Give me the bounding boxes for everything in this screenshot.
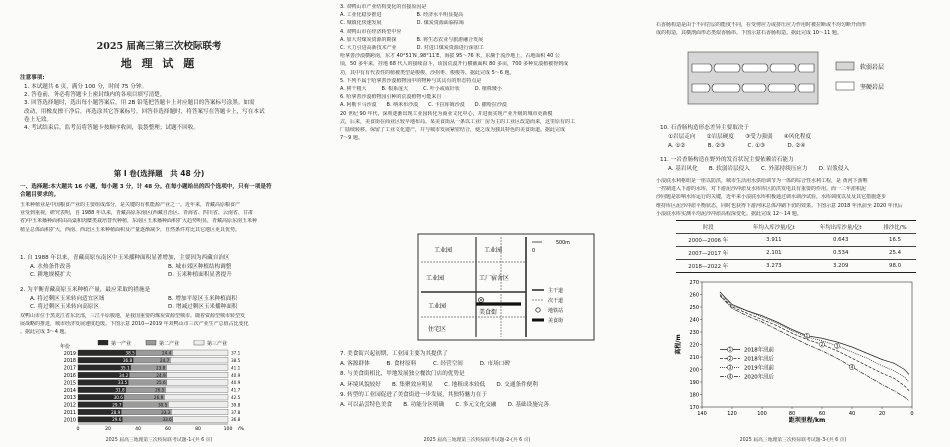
x-tick-label: 80: [195, 427, 201, 430]
table-cell: 25.4: [874, 247, 916, 260]
y-tick-label: 270: [689, 279, 699, 286]
question-line: 功，其中有有代表性的植被类型是梭梭、沙拐枣、梭梭等。据此完成 5～6 题。: [340, 69, 515, 76]
legend-label: 2018年汛前: [744, 347, 774, 354]
data-label: 37.1: [231, 350, 241, 356]
category-label: 2013: [63, 396, 76, 402]
legend-label: 第三产业: [207, 341, 228, 347]
bar-segment: [170, 357, 228, 363]
x-tick-label: 40: [135, 427, 141, 430]
category-label: 2012: [63, 403, 76, 409]
map-label-industrial-park: 工业园: [426, 275, 445, 282]
data-label: 29.6: [112, 417, 122, 423]
data-label: 28.9: [111, 409, 121, 415]
passage-line: 维持库区泥沙冲淤平衡状态，同时也获得下游河床总体冲刷下切的效果。下图示意 2018 年汛前至 2020 年汛后: [656, 202, 903, 209]
question-line: A. 客源群体 B. 食材原料 C. 经营空间 D. 市场口碑: [340, 361, 510, 368]
data-label: 33.3: [160, 409, 171, 415]
data-label: 37.8: [231, 409, 241, 415]
bar-segment: [167, 372, 228, 378]
table-cell: 3.209: [807, 260, 874, 273]
category-label: 2011: [63, 411, 76, 416]
notice-line: 4. 考试结束后，监考员将答题卡按顺序收回，装袋整理；试题不回收。: [24, 125, 199, 131]
x-tick-label: 20: [878, 411, 886, 417]
passage-1-line: 业受到重视，研究表明，自 1988 年以来，青藏高原东南区(西藏自治区、青海省、四川省、云南省、甘肃: [20, 210, 253, 217]
map-label-industrial-park: 工业园: [428, 303, 447, 310]
question-1-option: C. 耕地规模扩大: [30, 272, 72, 279]
question-line: 式，后来，美食街在商业区较早地布局。某美食街从一条以工业厂房为主的工业区改造而来，这里原有的工: [340, 118, 576, 125]
x-axis-label: /%: [238, 427, 244, 430]
exam-subtitle: 地 理 试 题: [120, 57, 198, 70]
table-cell: 3.911: [740, 234, 807, 247]
question-1-option: B. 城市郊区种植结构调整: [168, 264, 232, 270]
question-line: 9. 转型的工业园促进了美食街进一步发展，其独特魅力在于: [340, 391, 487, 398]
scale-label-end: 500m: [556, 241, 570, 246]
passage-1-line: 玉米种植业是中国粮食产业的主要组成部分，是关键的有机能源产业之一。近年来，青藏高原粮食产: [20, 202, 241, 208]
map-label-food-street: 美食街: [479, 309, 498, 316]
table-cell: 16.5: [874, 234, 916, 247]
notice-line: 卷上无效。: [24, 116, 52, 123]
question-1: 1. 自 1988 年以来，青藏高原东南区中玉米播种面积显著增加，主要因为西藏自治区: [20, 255, 230, 261]
legend-metro-swatch: [536, 308, 540, 312]
table-cell: 0.643: [807, 234, 874, 247]
question-line: 哈拿善沙漠横跨南，东才 40°51′N ,98°11′E，海拔 95～76 米，东濒于流沙地上，占地面积 40 公: [340, 53, 560, 60]
series-marker-label: 4: [850, 364, 854, 370]
legend-secondary-road: 次干道: [548, 298, 564, 304]
intro-line: 石香肠构造是由于不同岩层的能度不同，在受剪应力或挤压应力作用时被拉断或不均匀断开而形: [656, 22, 867, 28]
boudinage-diagram: [686, 46, 916, 116]
passage-line: 小浪底水库实测平均泥沙冲淤高程深变化。据此完成 12～14 题。: [656, 210, 802, 217]
question-line: A. 阿勒卡马沙漠 B. 纳米布沙漠 C. 卡拉库姆沙漠 D. 撒哈拉沙漠: [340, 102, 507, 109]
data-label: 24.7: [159, 358, 170, 363]
question-11: 11. 一岩香肠构造在野外的发育状况主要依赖岩石能力: [660, 157, 794, 163]
question-2-option: C. 将过剩区玉米转向高原区: [30, 304, 99, 311]
map-label-factory-dormitory: 工厂宿舍区: [479, 275, 510, 282]
map-label-industrial-park: 工业园: [434, 247, 453, 254]
data-label: 33.6: [162, 417, 172, 423]
question-intro-line: 一、选择题:本大题共 16 小题，每小题 3 分，计 48 分。在每小题给出的四个选项中，只有一项是符: [20, 184, 272, 190]
question-10: 10. 石香肠构造形态差异主要取决于: [660, 125, 749, 131]
exam-page-3: [636, 0, 950, 447]
table-row: [676, 247, 916, 260]
bar-segment: [171, 409, 228, 415]
x-tick-label: 20: [105, 427, 111, 430]
data-label: 40.9: [231, 372, 241, 378]
y-tick-label: 240: [689, 317, 699, 324]
question-line: 4. 双鸭山市在经济转型中应: [340, 28, 402, 35]
passage-1-line: 省)中玉米播种面积由高粱和肉糜类栽培替代种植，东南区玉米播种面积扩大趋势明显，青藏高原东南玉米种: [20, 218, 257, 225]
x-tick-label: 0: [910, 411, 914, 417]
data-label: 38.5: [125, 350, 135, 356]
legend-hard-swatch: [836, 82, 854, 90]
data-label: 31.8: [115, 387, 125, 393]
data-label: 40.9: [231, 380, 241, 386]
table-cell: 年均出库沙量/亿t: [807, 221, 874, 234]
page-3-footer: 2025 届高三地理第三次校际联考试题-3-(共 6 页): [739, 438, 847, 443]
legend-weak-swatch: [836, 62, 854, 70]
scale-label-start: 0: [532, 249, 536, 254]
exam-page-2: [318, 0, 636, 447]
notice-line: 3. 回答选择题时，选出每小题答案后，用 2B 铅笔把答题卡上对应题目的答案标号涂黑。如需: [24, 100, 255, 107]
bar-segment: [167, 380, 228, 386]
category-label: 2015: [63, 381, 76, 387]
x-tick-label: 40: [848, 411, 856, 417]
data-label: 35.1: [120, 365, 130, 371]
data-label: 30.5: [157, 402, 168, 408]
question-line: 7. 美食街兴起初期，工业园主要为其提供了: [340, 351, 448, 357]
data-label: 26.9: [153, 395, 164, 400]
legend-metro: 地铁站: [548, 308, 564, 314]
x-tick-label: 100: [757, 411, 767, 417]
category-label: 2018: [63, 359, 76, 365]
question-1-option: D. 玉米种植面积显著提升: [168, 272, 232, 279]
question-intro-line: 合题目要求的。: [20, 192, 60, 199]
question-line: A. 环境风貌较好 B. 集聚效应明显 C. 地租成本较低 D. 交通条件便利: [340, 381, 538, 388]
y-tick-label: 210: [689, 354, 699, 361]
y-tick-label: 190: [689, 379, 699, 386]
question-10-options: A. ①② B. ②③ C. ①③ D. ②④: [668, 143, 806, 149]
bar-segment: [164, 394, 228, 400]
legend-label: 2019年汛前: [744, 365, 774, 372]
question-2: 2. 为平衡青藏高原玉米种植产量，最应采取的措施是: [20, 287, 151, 293]
passage-2-line: 展战略的推进，城市经济发展速度趋缓。下图示意 2010—2019 年双鸭山市三次产业生产总值占比变化: [20, 321, 249, 328]
bar-segment: [172, 350, 228, 356]
table-cell: 2.101: [740, 247, 807, 260]
bar-segment: [165, 387, 228, 393]
question-11-options: A. 基岩风化 B. 软弱岩层侵入 C. 外部持续压应力 D. 岩浆侵入: [668, 166, 850, 172]
question-line: 3. 双鸭山市产业结构变化的直接原因是: [340, 4, 427, 10]
category-label: 2010: [63, 418, 76, 424]
data-label: 42.5: [231, 395, 241, 400]
y-tick-label: 180: [689, 392, 699, 399]
notice-line: 改动，用橡皮擦干净后，再选涂其它答案标号。回答非选择题时，将答案写在答题卡上，写在本试: [24, 108, 265, 115]
riverbed-elevation-chart: [672, 274, 932, 434]
data-label: 38.5: [231, 358, 241, 363]
table-cell: 98.0: [874, 260, 916, 273]
table-row: [676, 260, 916, 273]
question-line: A. 加大对煤炭资源的勘探 B. 将生态农业与旅游融合发展: [340, 36, 484, 43]
legend-swatch: [194, 340, 204, 345]
question-line: A. 可以品尝特色美食 B. 功能分区明确 C. 多元文化交融 D. 基础设施完善: [340, 402, 550, 408]
food-street-map: [416, 232, 596, 342]
metro-station-dot: [480, 299, 482, 301]
legend-main-road: 主干道: [548, 288, 564, 294]
legend-marker-label: 1: [728, 347, 732, 353]
legend-weak-layer: 软弱岩层: [860, 64, 885, 71]
data-label: 25.6: [156, 380, 166, 386]
question-line: 厂陆续转移，保留了工业文化遗产，并与城市发展紧密结合，使之成为独具特色的美食街道。据此完成: [340, 127, 566, 133]
question-line: 7～9 题。: [340, 135, 363, 142]
data-label: 39.8: [231, 402, 241, 408]
bar-segment: [168, 402, 228, 408]
question-10-statements: ①岩层走向 ②岩层硬度 ③受力强弱 ④风化程度: [668, 134, 812, 140]
data-label: 36.8: [231, 417, 241, 423]
data-label: 26.5: [155, 387, 165, 393]
legend-label: 2018年汛后: [744, 356, 774, 363]
data-label: 34.2: [118, 372, 129, 378]
passage-line: 小浪底水利枢纽是一座以防洪，城市生活用水供给调节为一体的综合性水利工程，是 黄河下游唯: [656, 178, 868, 184]
passage-2-line: 双鸭山市位于黑龙江省东北部，三江平原腹地，是我国重要的煤炭资源型城市。随着资源型城市转型发: [20, 313, 246, 319]
table-cell: 0.534: [807, 247, 874, 260]
x-tick-label: 100: [223, 427, 233, 430]
category-label: 2017: [63, 366, 76, 372]
legend-swatch: [146, 340, 156, 345]
x-tick-label: 60: [165, 427, 171, 430]
data-label: 41.7: [231, 387, 241, 393]
data-label: 41.1: [231, 365, 241, 371]
series-marker-label: 2: [820, 342, 824, 348]
sediment-table: [676, 220, 916, 273]
table-cell: 时段: [676, 221, 740, 234]
table-cell: 2018—2022 年: [676, 260, 740, 273]
legend-food-street: 美食街: [548, 318, 564, 324]
table-cell: 年均入库沙量/亿t: [740, 221, 807, 234]
y-tick-label: 220: [689, 342, 699, 349]
legend-marker-label: 3: [728, 365, 732, 371]
table-cell: 2007—2017 年: [676, 247, 740, 260]
notice-line: 2. 答卷前，务必将答题卡上密封线内的各项目填写清楚。: [24, 92, 166, 99]
data-label: 24.9: [156, 372, 166, 378]
legend-swatch: [98, 340, 108, 345]
y-tick-label: 250: [689, 304, 699, 311]
data-label: 24.4: [162, 350, 172, 356]
category-label: 2016: [63, 374, 76, 379]
industry-structure-chart: [60, 340, 290, 430]
legend-label: 第二产业: [159, 341, 180, 347]
passage-2-line: 。据此完成 3～4 题。: [20, 329, 70, 336]
page-1-footer: 2025 届高三地理第三次校际联考试题-1-(共 6 页): [105, 438, 213, 443]
legend-hard-layer: 坚硬岩层: [860, 84, 885, 91]
data-label: 29.7: [112, 402, 122, 408]
question-2-option: A. 将过剩区玉米转向适宜区域: [30, 296, 105, 302]
series-marker-label: 3: [835, 343, 839, 349]
y-tick-label: 200: [689, 367, 699, 374]
y-axis-label: 高程/m: [675, 334, 682, 355]
notice-line: 1. 本试题共 6 页，满分 100 分，时间 75 分钟。: [24, 84, 148, 90]
table-cell: 3.273: [740, 260, 807, 273]
question-line: A. 工业化稳步推进 B. 经济水平明显提高: [340, 12, 464, 19]
bar-segment: [173, 417, 228, 423]
passage-1-line: 植呈总体面积扩大，西南、西北区玉米种植面积及产量逐渐减少，自然条件对比其它地区更具优势。: [20, 226, 241, 233]
exam-title: 2025 届高三第三次校际联考: [96, 41, 222, 52]
data-label: 33.5: [117, 380, 128, 386]
table-row: [676, 234, 916, 247]
y-tick-label: 230: [689, 329, 699, 336]
table-cell: 2000—2006 年: [676, 234, 740, 247]
question-1-option: A. 水热条件改善: [30, 264, 71, 270]
intro-line: 成的构造，其横剖面形态类似香肠串。下图示意石香肠构造。据此完成 10～11 题。: [656, 30, 842, 37]
y-tick-label: 260: [689, 292, 699, 299]
map-label-residential: 住宅区: [428, 326, 447, 333]
map-label-industrial-park: 工业园: [484, 247, 503, 254]
x-tick-label: 60: [818, 411, 826, 417]
question-2-option: D. 增减过剩区玉米播种面积: [168, 304, 238, 311]
legend-marker-label: 4: [728, 374, 732, 380]
weak-layer-block: [688, 52, 818, 104]
question-line: 6. 哈拿善沙漠植物园引种的荒漠植物可能来自: [340, 94, 442, 101]
series-marker-label: 1: [805, 333, 809, 339]
category-label: 2014: [63, 388, 76, 394]
x-tick-label: 120: [727, 411, 737, 417]
question-line: C. 大力引进高新技术产业 D. 对进口煤炭资源进行深加工: [340, 45, 484, 51]
legend-marker-label: 2: [728, 356, 732, 362]
legend-label: 2020年汛后: [744, 374, 774, 381]
question-2-option: B. 增加平原区玉米种植面积: [168, 296, 237, 302]
section-title: 第 Ⅰ 卷(选择题 共 48 分): [113, 169, 205, 178]
notice-heading: 注意事项:: [20, 75, 45, 81]
page-2-footer: 2025 届高三地理第三次校际联考试题-2-(共 6 页): [423, 438, 531, 443]
data-label: 36.8: [122, 358, 133, 363]
x-tick-label: 0: [76, 427, 80, 430]
question-line: C. 城镇化快速发展 D. 煤炭资源面临枯竭: [340, 20, 464, 27]
x-tick-label: 140: [697, 411, 707, 417]
data-label: 30.6: [113, 395, 123, 400]
y-axis-label: 年份: [60, 344, 71, 350]
passage-line: 沙问题是影响水库运行的关键，近年来小浪底水库积极通过调水调沙试验，水库调度以及及其它措施逐步: [656, 194, 887, 201]
data-label: 23.8: [156, 365, 166, 371]
question-line: 顷，50 多年来，挂地 68 代人的接续奋斗，该国荒漠开行横截面积 80 多亩，700 多种荒漠植被得到成: [340, 61, 569, 68]
question-line: 20 世纪 90 年代，深圳逐渐出现工业园转化为商业文化中心，并进而实现产业升级的城市更新模: [340, 110, 553, 117]
question-line: 5. 下列不属于哈拿善沙漠植物园中的物种与其具有的形态特点是: [340, 77, 482, 84]
passage-line: 一控制进入下游的水库，对下游泥沙冲淤及水库库区防洪发电具有重要的作用。而一二年淤积泥: [656, 186, 867, 193]
table-header-row: [676, 221, 916, 234]
x-tick-label: 80: [788, 411, 796, 417]
bar-segment: [166, 365, 228, 371]
exam-page-1: [0, 0, 318, 447]
x-axis-label: 距坝里程/km: [788, 417, 826, 424]
question-line: A. 树干粗大 B. 根系庞大 C. 叶小或成针状 D. 植株矮小: [340, 86, 502, 92]
question-line: 8. 与美食街相比，甲地发展独立餐饮门店的优势是: [340, 371, 465, 378]
category-label: 2019: [63, 351, 76, 357]
table-cell: 排沙比/%: [874, 221, 916, 234]
y-tick-label: 170: [689, 404, 699, 411]
legend-label: 第一产业: [111, 341, 132, 347]
